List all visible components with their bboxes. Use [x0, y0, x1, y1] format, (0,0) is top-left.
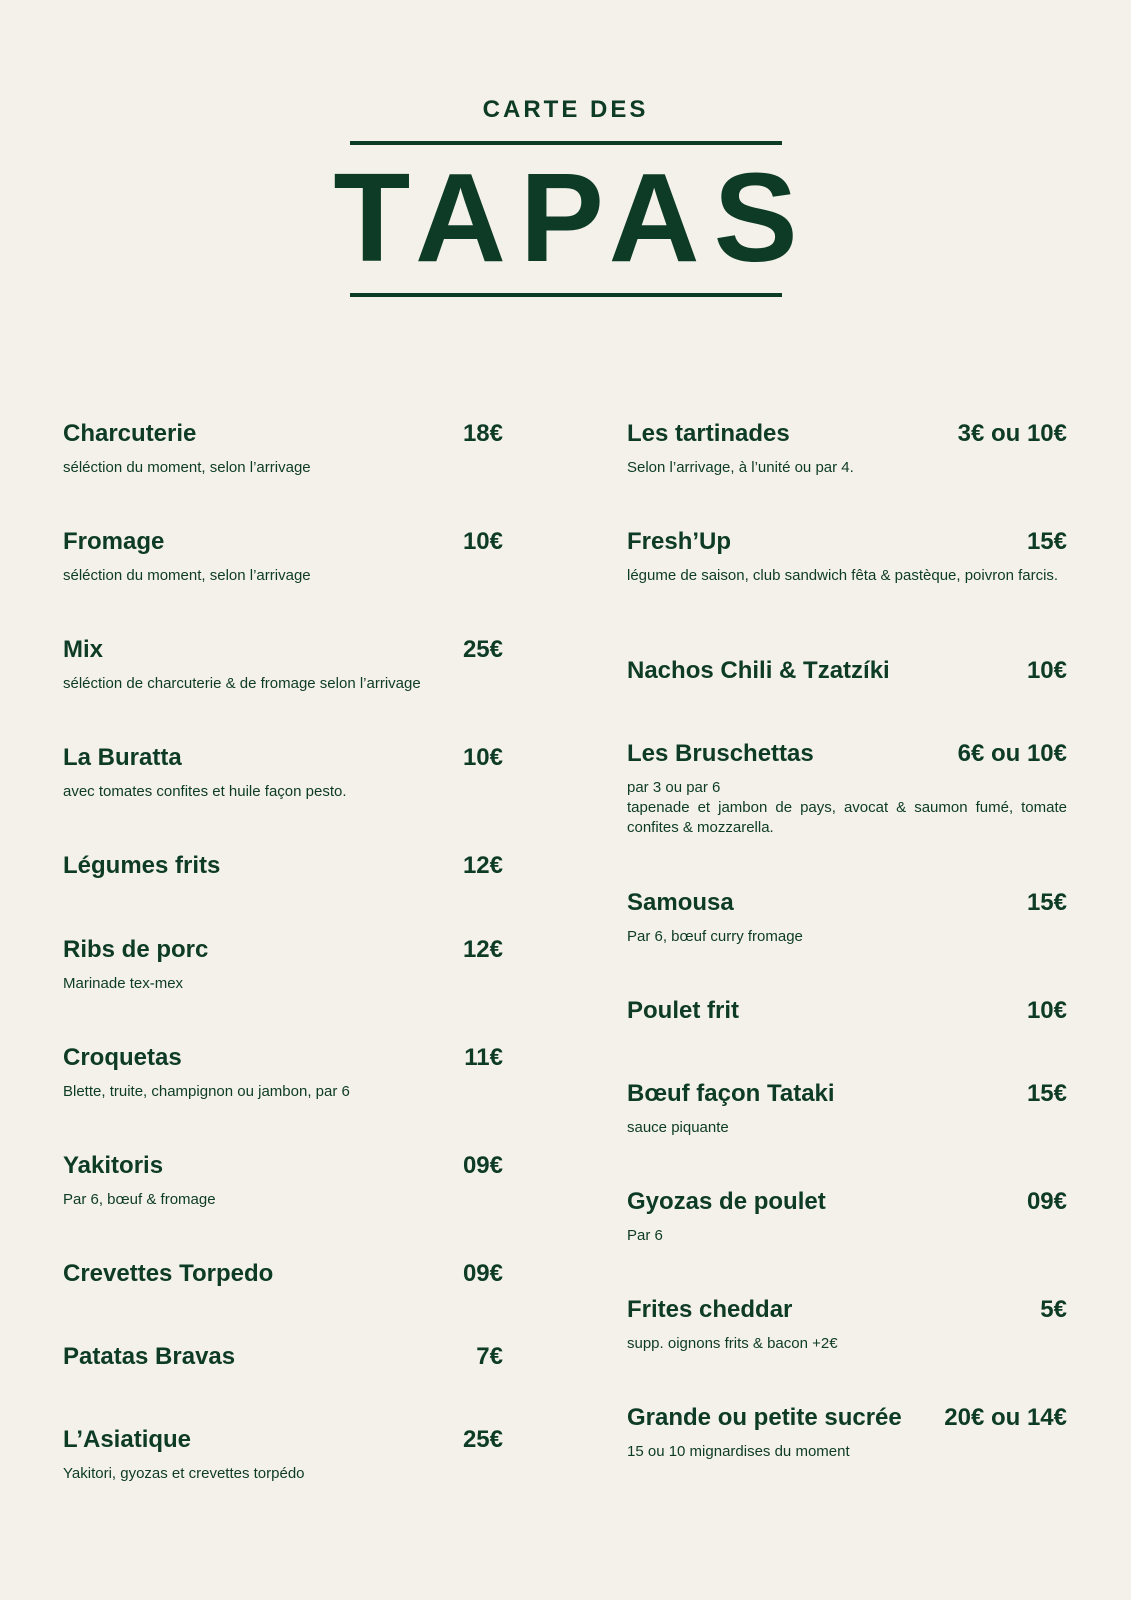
menu-item	[63, 1044, 503, 1102]
menu-item-description	[63, 674, 503, 694]
menu-item-name: Crevettes Torpedo	[63, 1260, 274, 1287]
menu-item	[627, 997, 1067, 1029]
menu-item-price: 7€	[476, 1343, 503, 1370]
menu-item-name: Les Bruschettas	[627, 740, 814, 767]
menu-item-header	[627, 528, 1067, 560]
menu-item	[627, 420, 1067, 478]
menu-item-header	[627, 420, 1067, 452]
menu-item-description-line: Blette, truite, champignon ou jambon, par 6	[63, 1083, 350, 1100]
menu-item-header	[63, 1426, 503, 1458]
menu-item-price: 10€	[1026, 997, 1067, 1024]
menu-item-name: Fromage	[63, 528, 165, 555]
menu-item-description	[627, 458, 1067, 478]
menu-item-header	[627, 740, 1067, 772]
menu-item-description	[63, 1190, 503, 1210]
menu-item-description-line: avec tomates confites et huile façon pesto.	[63, 783, 347, 800]
menu-item-description	[63, 566, 503, 586]
menu-item-header	[627, 997, 1067, 1029]
menu-item	[627, 1296, 1067, 1354]
menu-item-name: Fresh’Up	[627, 528, 732, 555]
menu-item-description-line: Par 6, bœuf curry fromage	[627, 928, 803, 945]
menu-item	[627, 889, 1067, 947]
menu-item-description-line: Marinade tex-mex	[63, 975, 184, 992]
menu-item-description-line: Selon l’arrivage, à l’unité ou par 4.	[627, 459, 854, 476]
menu-item	[63, 1260, 503, 1292]
menu-item-price: 09€	[462, 1152, 503, 1179]
menu-item-header	[627, 1404, 1067, 1436]
menu-item	[63, 744, 503, 802]
menu-item-description	[627, 566, 1067, 586]
menu-item-price: 3€ ou 10€	[957, 420, 1067, 447]
menu-item	[627, 657, 1067, 689]
menu-title: TAPAS	[333, 147, 812, 288]
menu-item-price: 11€	[464, 1044, 503, 1071]
menu-item	[63, 936, 503, 994]
menu-item	[63, 636, 503, 694]
menu-item-price: 25€	[462, 636, 503, 663]
menu-item-price: 09€	[462, 1260, 503, 1287]
menu-item-description-line: séléction du moment, selon l’arrivage	[63, 459, 311, 476]
menu-item-name: La Buratta	[63, 744, 182, 771]
menu-item-header	[63, 1044, 503, 1076]
menu-item-description	[627, 778, 1067, 838]
menu-item-header	[627, 1188, 1067, 1220]
menu-item-name: Patatas Bravas	[63, 1343, 236, 1370]
menu-item-description-line: séléction de charcuterie & de fromage selon l’arrivage	[63, 675, 421, 692]
menu-item-description	[63, 782, 503, 802]
menu-item	[63, 1152, 503, 1210]
menu-item-price: 12€	[462, 852, 503, 879]
menu-item-header	[63, 528, 503, 560]
header-rule-bottom	[350, 293, 782, 297]
menu-item-header	[627, 889, 1067, 921]
menu-item-name: Grande ou petite sucrée	[627, 1404, 902, 1431]
menu-item-name: Frites cheddar	[627, 1296, 793, 1323]
menu-item-price: 20€ ou 14€	[944, 1404, 1067, 1431]
menu-item-header	[63, 1343, 503, 1375]
menu-item-description	[627, 1442, 1067, 1462]
menu-item-description-line: légume de saison, club sandwich fêta & pastèque, poivron farcis.	[627, 567, 1059, 584]
menu-item-price: 6€ ou 10€	[957, 740, 1067, 767]
menu-item-description-line: par 3 ou par 6	[627, 779, 721, 796]
menu-item-description-line: Par 6	[627, 1227, 663, 1244]
menu-header	[0, 0, 1131, 320]
menu-item-description	[63, 974, 503, 994]
menu-item-price: 15€	[1026, 1080, 1067, 1107]
menu-item-header	[627, 657, 1067, 689]
menu-item	[63, 1426, 503, 1484]
menu-item-name: Ribs de porc	[63, 936, 209, 963]
menu-item-description-line: sauce piquante	[627, 1119, 729, 1136]
menu-item-price: 18€	[462, 420, 503, 447]
menu-item	[63, 852, 503, 884]
menu-subtitle: CARTE DES	[482, 96, 649, 123]
menu-item-description	[627, 1118, 1067, 1138]
menu-item-description-line: supp. oignons frits & bacon +2€	[627, 1335, 838, 1352]
menu-item-name: Mix	[63, 636, 104, 663]
menu-item-name: Charcuterie	[63, 420, 197, 447]
menu-item-header	[63, 420, 503, 452]
menu-item	[627, 1080, 1067, 1138]
menu-item	[63, 420, 503, 478]
menu-item-price: 10€	[1026, 657, 1067, 684]
menu-item-description	[627, 1226, 1067, 1246]
menu-item-header	[63, 744, 503, 776]
menu-item-description	[627, 1334, 1067, 1354]
menu-item-header	[63, 1260, 503, 1292]
header-rule-top	[350, 141, 782, 145]
menu-item	[627, 1188, 1067, 1246]
menu-item-price: 25€	[462, 1426, 503, 1453]
menu-item-name: Poulet frit	[627, 997, 739, 1024]
menu-item	[627, 740, 1067, 838]
menu-item-name: Bœuf façon Tataki	[627, 1080, 835, 1107]
menu-item-price: 12€	[462, 936, 503, 963]
menu-item-description	[63, 458, 503, 478]
menu-item-description-line: tapenade et jambon de pays, avocat & saumon fumé, tomate confites & mozzarella.	[627, 799, 1067, 836]
menu-item	[63, 1343, 503, 1375]
menu-item-header	[627, 1080, 1067, 1112]
menu-item-name: Samousa	[627, 889, 734, 916]
menu-item-price: 10€	[462, 744, 503, 771]
menu-item-name: Croquetas	[63, 1044, 182, 1071]
menu-item-price: 15€	[1026, 889, 1067, 916]
menu-item-price: 09€	[1026, 1188, 1067, 1215]
menu-item-description-line: 15 ou 10 mignardises du moment	[627, 1443, 850, 1460]
menu-item-description	[63, 1082, 503, 1102]
menu-item-name: Légumes frits	[63, 852, 221, 879]
menu-item	[63, 528, 503, 586]
menu-item-header	[63, 936, 503, 968]
menu-item-header	[63, 852, 503, 884]
menu-item-header	[627, 1296, 1067, 1328]
menu-item-price: 5€	[1040, 1296, 1067, 1323]
menu-item-name: L’Asiatique	[63, 1426, 192, 1453]
menu-item-header	[63, 636, 503, 668]
menu-item-header	[63, 1152, 503, 1184]
menu-item	[627, 528, 1067, 586]
menu-item-price: 15€	[1026, 528, 1067, 555]
menu-item-description-line: séléction du moment, selon l’arrivage	[63, 567, 311, 584]
menu-item-name: Nachos Chili & Tzatzíki	[627, 657, 890, 684]
menu-item	[627, 1404, 1067, 1462]
menu-item-description-line: Yakitori, gyozas et crevettes torpédo	[63, 1465, 305, 1482]
menu-item-price: 10€	[462, 528, 503, 555]
menu-item-description-line: Par 6, bœuf & fromage	[63, 1191, 216, 1208]
menu-item-name: Yakitoris	[63, 1152, 164, 1179]
menu-item-name: Gyozas de poulet	[627, 1188, 826, 1215]
menu-item-description	[63, 1464, 503, 1484]
menu-item-name: Les tartinades	[627, 420, 790, 447]
menu-item-description	[627, 927, 1067, 947]
